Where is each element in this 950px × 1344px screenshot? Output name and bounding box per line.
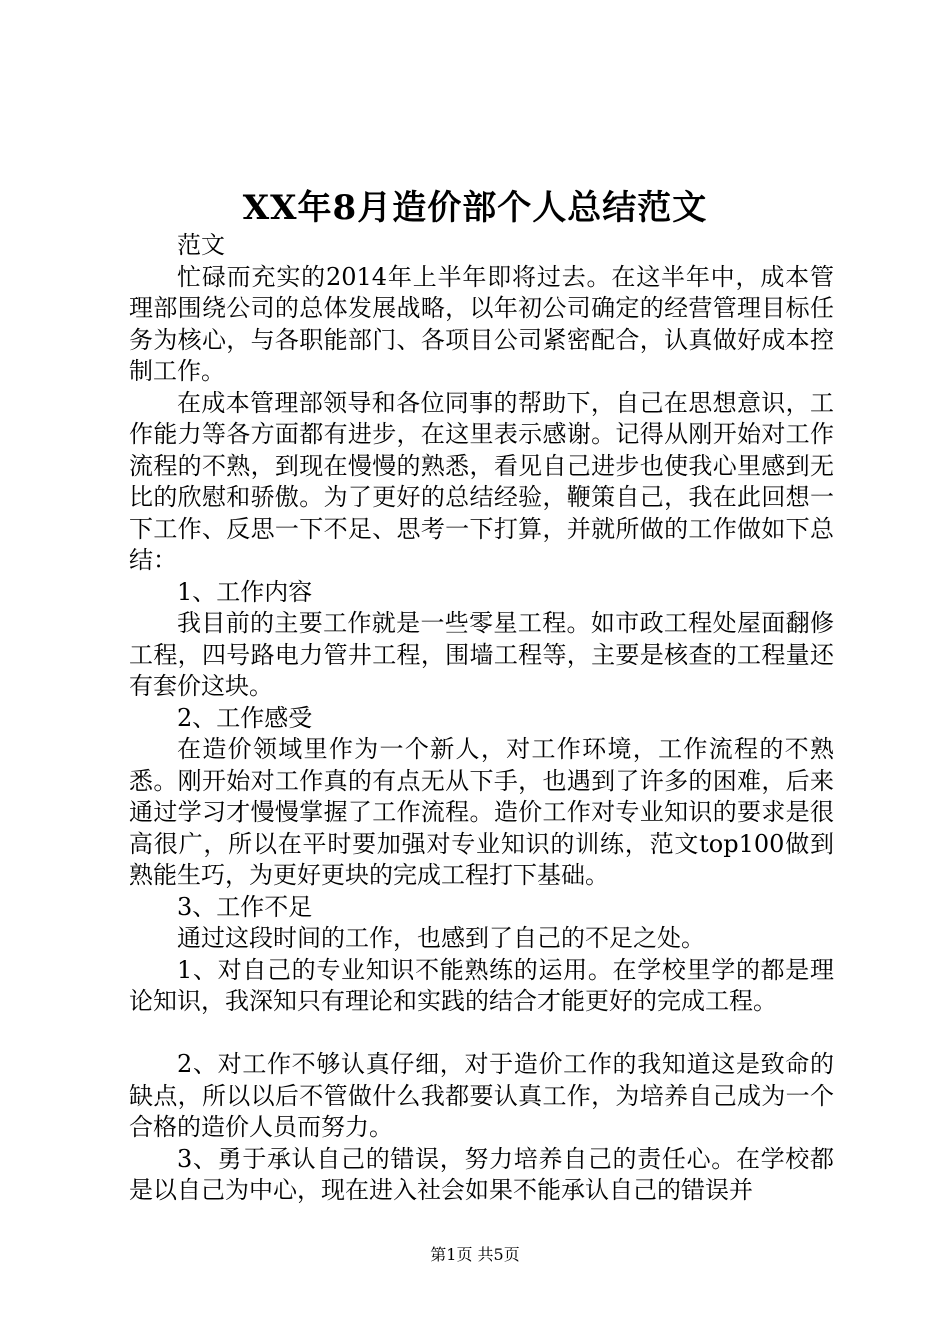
paragraph-thanks: 在成本管理部领导和各位同事的帮助下，自己在思想意识，工作能力等各方面都有进步，在这里表示感谢。记得从刚开始对工作流程的不熟，到现在慢慢的熟悉，看见自己进步也使我心里感到无比的欣慰和骄傲。为了更好的总结经验，鞭策自己，我在此回想一下工作、反思一下不足、思考一下打算，并就所做的工作做如下总结： — [129, 388, 834, 574]
section-heading-shortcomings: 3、工作不足 — [177, 892, 313, 921]
document-body — [129, 230, 834, 1207]
paragraph-intro: 忙碌而充实的2014年上半年即将过去。在这半年中，成本管理部围绕公司的总体发展战略，以年初公司确定的经营管理目标任务为核心，与各职能部门、各项目公司紧密配合，认真做好成本控制工作。 — [129, 262, 834, 385]
paragraph-work-content: 我目前的主要工作就是一些零星工程。如市政工程处屋面翻修工程，四号路电力管井工程，围墙工程等，主要是核查的工程量还有套价这块。 — [129, 609, 834, 700]
section-heading-work-feelings: 2、工作感受 — [177, 703, 313, 732]
section-heading-work-content: 1、工作内容 — [177, 577, 313, 606]
paragraph-work-feelings: 在造价领域里作为一个新人，对工作环境，工作流程的不熟悉。刚开始对工作真的有点无从下手，也遇到了许多的困难，后来通过学习才慢慢掌握了工作流程。造价工作对专业知识的要求是很高很广，所以在平时要加强对专业知识的训练，范文top100做到熟能生巧，为更好更块的完成工程打下基础。 — [129, 735, 834, 889]
document-title: XX年8月造价部个人总结范文 — [242, 188, 708, 228]
paragraph-label: 范文 — [177, 231, 225, 259]
list-item-2: 2、对工作不够认真仔细，对于造价工作的我知道这是致命的缺点，所以以后不管做什么我都要认真工作，为培养自己成为一个合格的造价人员而努力。 — [129, 1050, 834, 1141]
list-item-3: 3、勇于承认自己的错误，努力培养自己的责任心。在学校都是以自己为中心，现在进入社会如果不能承认自己的错误并 — [129, 1144, 834, 1204]
blank-line — [129, 1018, 834, 1050]
list-item-1: 1、对自己的专业知识不能熟练的运用。在学校里学的都是理论知识，我深知只有理论和实践的结合才能更好的完成工程。 — [129, 955, 834, 1015]
paragraph-shortcomings-intro: 通过这段时间的工作，也感到了自己的不足之处。 — [177, 924, 705, 952]
page-footer: 第1页 共5页 — [430, 1245, 520, 1264]
